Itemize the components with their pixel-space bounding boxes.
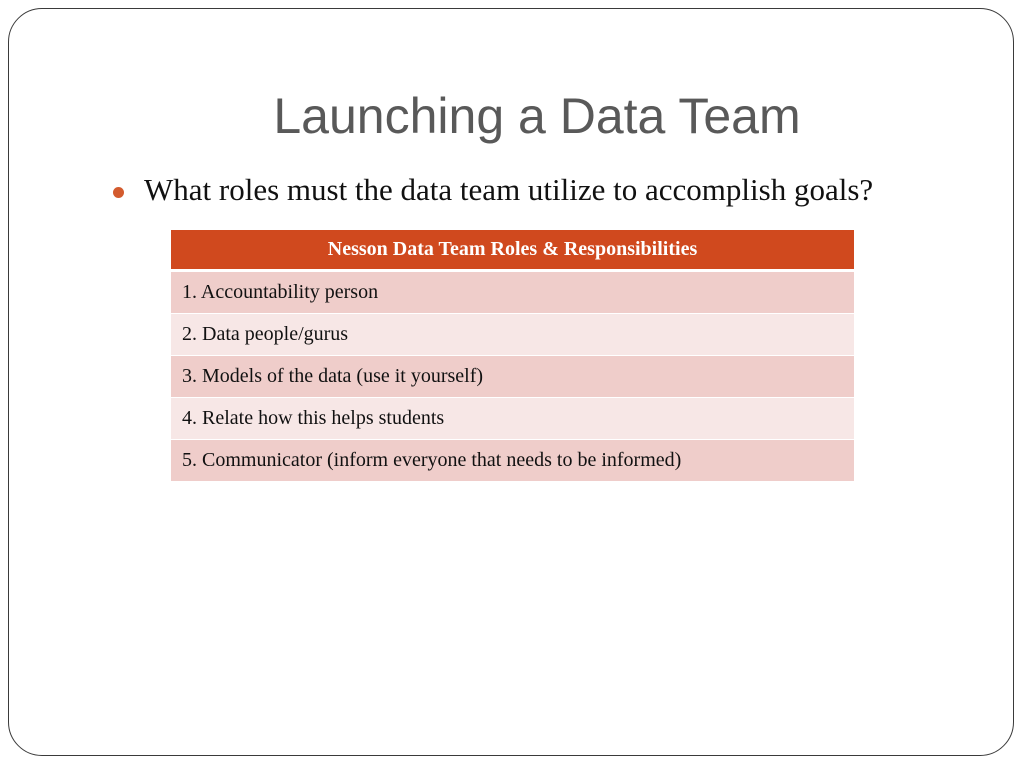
slide-title: Launching a Data Team <box>273 88 801 144</box>
table-row: 4. Relate how this helps students <box>171 398 854 440</box>
bullet-dot-icon <box>113 187 124 198</box>
table-row: 5. Communicator (inform everyone that needs to be informed) <box>171 440 854 482</box>
table-header: Nesson Data Team Roles & Responsibilities <box>171 230 854 272</box>
bullet-item <box>113 168 873 212</box>
table-row: 1. Accountability person <box>171 272 854 314</box>
table-row: 2. Data people/gurus <box>171 314 854 356</box>
roles-table <box>171 230 854 482</box>
bullet-text: What roles must the data team utilize to accomplish goals? <box>144 172 874 207</box>
table-row: 3. Models of the data (use it yourself) <box>171 356 854 398</box>
